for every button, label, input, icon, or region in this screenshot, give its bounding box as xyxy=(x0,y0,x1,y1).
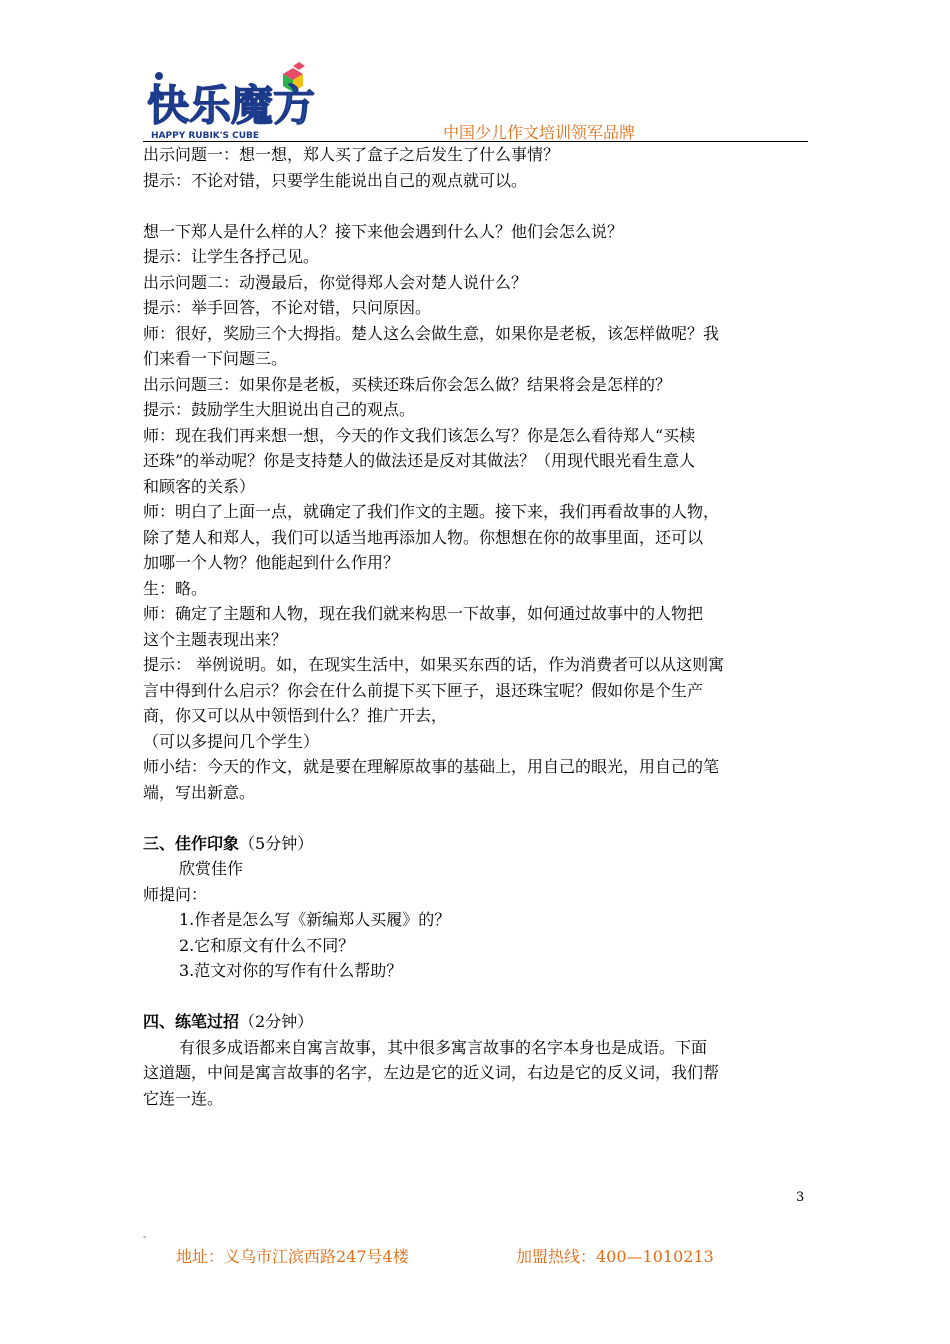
body-line: 还珠”的举动呢？你是支持楚人的做法还是反对其做法？（用现代眼光看生意人 xyxy=(143,451,696,470)
happy-rubiks-cube-logo xyxy=(143,62,318,142)
body-line: 言中得到什么启示？你会在什么前提下买下匣子，退还珠宝呢？假如你是个生产 xyxy=(143,680,704,700)
section-title: 三、佳作印象 xyxy=(143,833,240,853)
section-heading-3 xyxy=(143,831,808,857)
logo-subtext: HAPPY RUBIK'S CUBE xyxy=(151,131,260,141)
body-line: 加哪一个人物？他能起到什么作用？ xyxy=(143,553,400,572)
section-heading-4 xyxy=(143,1009,808,1035)
body-line: 们来看一下问题三。 xyxy=(143,349,288,368)
blank-line xyxy=(143,984,808,1010)
question-item: 2.它和原文有什么不同？ xyxy=(179,935,355,955)
section-duration: （5分钟） xyxy=(239,833,314,853)
body-line: 商，你又可以从中领悟到什么？推广开去， xyxy=(143,706,448,725)
logo-text: 快乐魔方 xyxy=(147,81,316,130)
body-line: 师：现在我们再来想一想，今天的作文我们该怎么写？你是怎么看待郑人“买椟 xyxy=(143,425,696,445)
body-line: 出示问题三：如果你是老板，买椟还珠后你会怎么做？结果将会是怎样的？ xyxy=(143,374,672,394)
body-line: 这个主题表现出来？ xyxy=(143,629,288,649)
pin-icon xyxy=(155,72,163,80)
document-body xyxy=(143,142,808,1111)
body-line: 出示问题一：想一想，郑人买了盒子之后发生了什么事情？ xyxy=(143,145,560,164)
body-line: 想一下郑人是什么样的人？接下来他会遇到什么人？他们会怎么说？ xyxy=(143,221,624,241)
teacher-prompt: 师提问： xyxy=(143,884,208,904)
body-line: 提示：鼓励学生大胆说出自己的观点。 xyxy=(143,400,416,419)
paragraph-line: 这道题，中间是寓言故事的名字，左边是它的近义词，右边是它的反义词，我们帮 xyxy=(143,1063,720,1082)
brand-tagline: 中国少儿作文培训领军品牌 xyxy=(443,123,636,142)
body-line: （可以多提问几个学生） xyxy=(143,731,320,751)
body-line: 师：确定了主题和人物，现在我们就来构思一下故事，如何通过故事中的人物把 xyxy=(143,604,704,623)
body-line: 提示： 举例说明。如，在现实生活中，如果买东西的话，作为消费者可以从这则寓 xyxy=(143,655,725,674)
blank-line xyxy=(143,193,808,219)
body-line: 除了楚人和郑人，我们可以适当地再添加人物。你想想在你的故事里面，还可以 xyxy=(143,527,704,547)
section-duration: （2分钟） xyxy=(239,1012,314,1031)
page-number: 3 xyxy=(796,1190,805,1205)
body-line: 生：略。 xyxy=(143,578,208,598)
body-line: 出示问题二：动漫最后，你觉得郑人会对楚人说什么？ xyxy=(143,272,528,292)
question-item: 3.范文对你的写作有什么帮助？ xyxy=(179,961,403,980)
body-line: 师小结：今天的作文，就是要在理解原故事的基础上，用自己的眼光，用自己的笔 xyxy=(143,757,720,776)
footer-address: 地址：义乌市江滨西路247号4楼 xyxy=(176,1247,409,1266)
question-item: 1.作者是怎么写《新编郑人买履》的？ xyxy=(179,910,451,929)
body-line: 提示：举手回答，不论对错，只问原因。 xyxy=(143,298,432,317)
footer-mark: - xyxy=(143,1232,147,1243)
section-title: 四、练笔过招 xyxy=(143,1012,240,1031)
body-line: 师：很好，奖励三个大拇指。楚人这么会做生意，如果你是老板，该怎样做呢？我 xyxy=(143,323,720,343)
body-line: 端，写出新意。 xyxy=(143,782,256,802)
blank-line xyxy=(143,805,808,831)
paragraph-line: 它连一连。 xyxy=(143,1088,224,1108)
body-line: 提示：让学生各抒己见。 xyxy=(143,247,320,266)
body-line: 和顾客的关系） xyxy=(143,476,256,496)
section-subtitle: 欣赏佳作 xyxy=(179,859,244,878)
paragraph-line: 有很多成语都来自寓言故事，其中很多寓言故事的名字本身也是成语。下面 xyxy=(179,1037,708,1057)
body-line: 提示：不论对错，只要学生能说出自己的观点就可以。 xyxy=(143,170,528,190)
footer-hotline: 加盟热线：400—1010213 xyxy=(516,1247,714,1266)
body-line: 师：明白了上面一点，就确定了我们作文的主题。接下来，我们再看故事的人物， xyxy=(143,502,720,521)
